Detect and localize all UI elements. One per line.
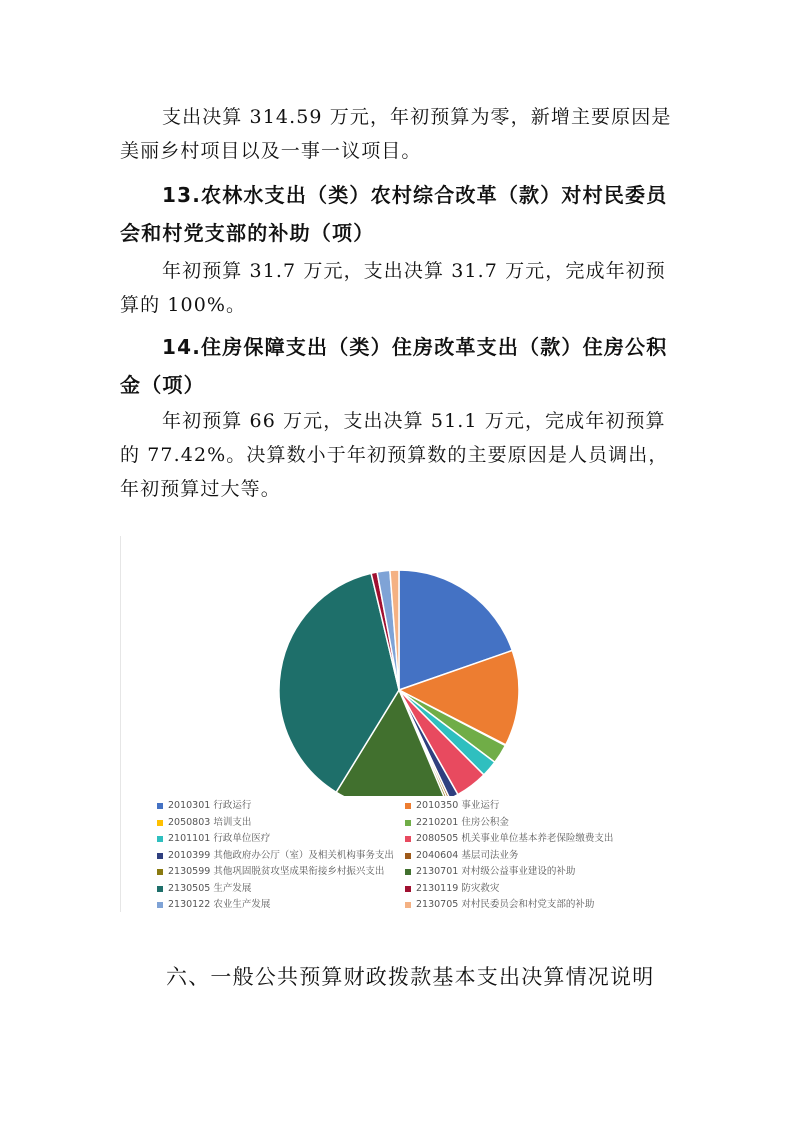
legend-item — [405, 897, 637, 914]
paragraph-2130-spending: 支出决算 314.59 万元，年初预算为零，新增主要原因是美丽乡村项目以及一事一议项目。 — [120, 106, 672, 162]
legend-item — [157, 848, 405, 865]
legend-swatch — [157, 836, 163, 842]
legend-item — [157, 897, 405, 914]
legend-item — [157, 831, 405, 848]
pie-chart — [120, 536, 681, 912]
legend-item — [405, 848, 637, 865]
paragraph-item-14: 年初预算 66 万元，支出决算 51.1 万元，完成年初预算的 77.42%。决算数小于年初预算数的主要原因是人员调出，年初预算过大等。 — [120, 410, 669, 500]
legend-swatch — [157, 869, 163, 875]
legend-label: 2010301 行政运行 — [168, 800, 252, 811]
heading-item-14: 14.住房保障支出（类）住房改革支出（款）住房公积金（项） — [120, 335, 668, 397]
legend-swatch — [157, 886, 163, 892]
legend-swatch — [405, 803, 411, 809]
legend-swatch — [405, 902, 411, 908]
paragraph-item-13: 年初预算 31.7 万元，支出决算 31.7 万元，完成年初预算的 100%。 — [120, 260, 666, 316]
legend-swatch — [157, 803, 163, 809]
legend-swatch — [157, 820, 163, 826]
heading-item-13: 13.农林水支出（类）农村综合改革（款）对村民委员会和村党支部的补助（项） — [120, 183, 668, 245]
legend-label: 2130599 其他巩固脱贫攻坚成果衔接乡村振兴支出 — [168, 866, 385, 877]
chart-legend — [157, 798, 637, 914]
legend-item — [405, 815, 637, 832]
pie-chart-svg — [121, 536, 681, 796]
legend-label: 2101101 行政单位医疗 — [168, 833, 271, 844]
legend-label: 2010350 事业运行 — [416, 800, 500, 811]
legend-swatch — [157, 902, 163, 908]
legend-swatch — [405, 869, 411, 875]
legend-item — [157, 881, 405, 898]
legend-item — [405, 864, 637, 881]
legend-label: 2040604 基层司法业务 — [416, 849, 519, 861]
legend-label: 2130505 生产发展 — [168, 882, 252, 894]
legend-label: 2010399 其他政府办公厅（室）及相关机构事务支出 — [168, 849, 394, 861]
legend-swatch — [405, 853, 411, 859]
section-title: 六、一般公共预算财政拨款基本支出决算情况说明 — [166, 965, 655, 989]
legend-item — [405, 881, 637, 898]
legend-label: 2130122 农业生产发展 — [168, 899, 271, 910]
legend-label: 2130119 防灾救灾 — [416, 882, 500, 894]
legend-item — [157, 815, 405, 832]
legend-label: 2130701 对村级公益事业建设的补助 — [416, 866, 576, 877]
legend-item — [405, 831, 637, 848]
legend-label: 2210201 住房公积金 — [416, 816, 509, 828]
legend-label: 2050803 培训支出 — [168, 816, 252, 828]
legend-label: 2130705 对村民委员会和村党支部的补助 — [416, 899, 595, 910]
legend-item — [405, 798, 637, 815]
legend-item — [157, 798, 405, 815]
legend-item — [157, 864, 405, 881]
legend-swatch — [405, 886, 411, 892]
legend-swatch — [405, 836, 411, 842]
legend-swatch — [157, 853, 163, 859]
legend-label: 2080505 机关事业单位基本养老保险缴费支出 — [416, 833, 614, 844]
legend-swatch — [405, 820, 411, 826]
